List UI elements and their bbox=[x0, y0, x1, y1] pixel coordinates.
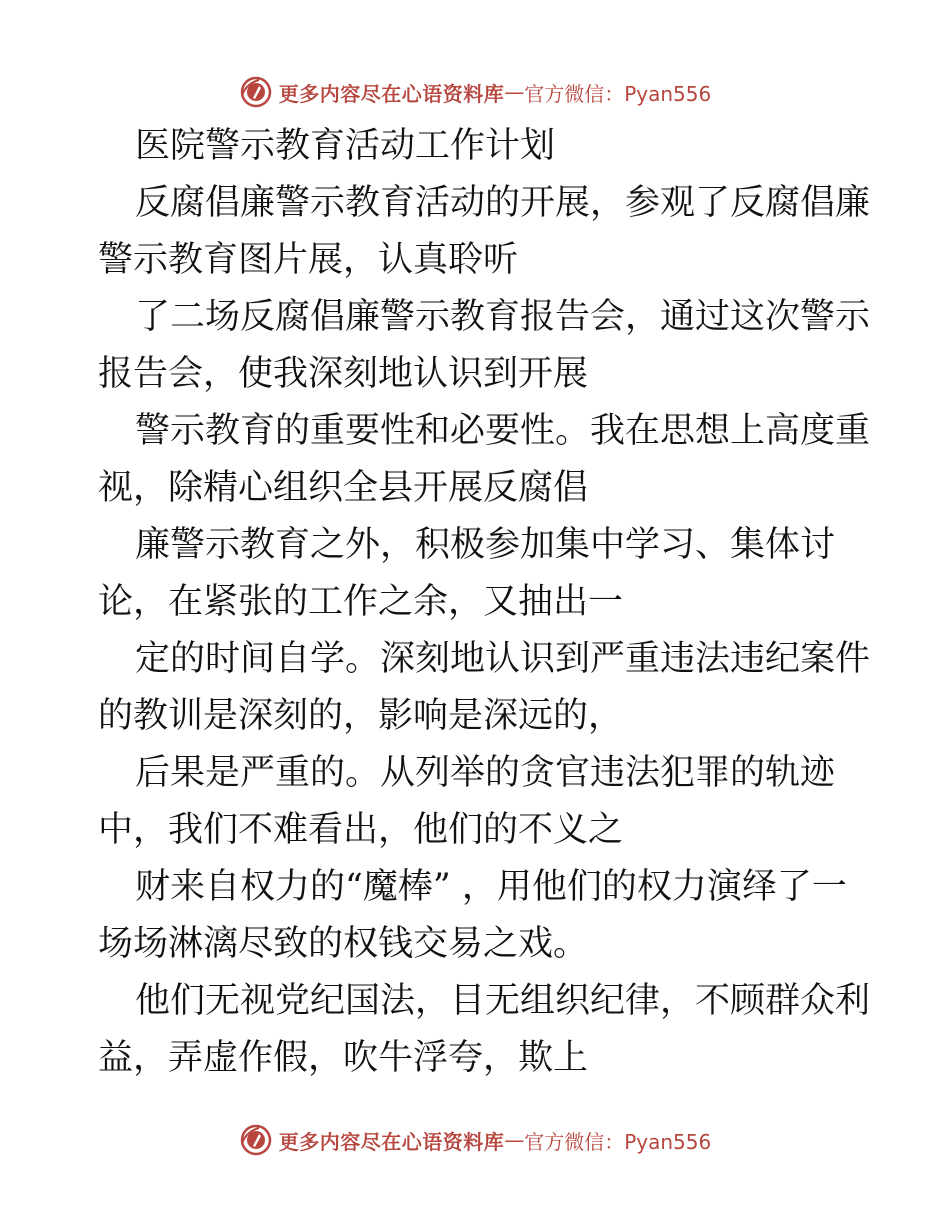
paragraph-line: 视，除精心组织全县开展反腐倡 bbox=[98, 468, 589, 508]
paragraph-line: 了二场反腐倡廉警示教育报告会，通过这次警示 bbox=[135, 297, 871, 337]
paragraph-line: 中，我们不难看出，他们的不义之 bbox=[98, 810, 624, 850]
pen-nib-logo-icon bbox=[239, 75, 273, 109]
pen-nib-logo-icon bbox=[239, 1123, 273, 1157]
document-body bbox=[98, 118, 871, 1087]
banner-dash: — bbox=[504, 80, 525, 104]
paragraph-line: 廉警示教育之外，积极参加集中学习、集体讨 bbox=[135, 525, 836, 565]
paragraph-line: 后果是严重的。从列举的贪官违法犯罪的轨迹 bbox=[135, 753, 836, 793]
paragraph-line: 论，在紧张的工作之余，又抽出一 bbox=[98, 582, 624, 622]
paragraph-line: 定的时间自学。深刻地认识到严重违法违纪案件 bbox=[135, 639, 871, 679]
paragraph-line: 场场淋漓尽致的权钱交易之戏。 bbox=[98, 924, 589, 964]
paragraph-line: 反腐倡廉警示教育活动的开展，参观了反腐倡廉 bbox=[135, 183, 871, 223]
paragraph-line: 报告会，使我深刻地认识到开展 bbox=[98, 354, 589, 394]
paragraph-line: 财来自权力的“魔棒” ，用他们的权力演绎了一 bbox=[135, 867, 847, 907]
paragraph-line: 警示教育图片展，认真聆听 bbox=[98, 240, 519, 280]
banner-main-text: 更多内容尽在心语资料库 bbox=[278, 81, 505, 106]
document-title: 医院警示教育活动工作计划 bbox=[135, 126, 556, 166]
banner-main-text: 更多内容尽在心语资料库 bbox=[278, 1129, 505, 1154]
paragraph-line: 益，弄虚作假，吹牛浮夸，欺上 bbox=[98, 1038, 589, 1078]
header-banner bbox=[0, 72, 950, 112]
banner-wechat-text: 官方微信：Pyan556 bbox=[524, 81, 712, 106]
paragraph-line: 的教训是深刻的，影响是深远的， bbox=[98, 696, 624, 736]
paragraph-line: 他们无视党纪国法，目无组织纪律，不顾群众利 bbox=[135, 981, 871, 1021]
paragraph-line: 警示教育的重要性和必要性。我在思想上高度重 bbox=[135, 411, 871, 451]
banner-wechat-text: 官方微信：Pyan556 bbox=[524, 1129, 712, 1154]
footer-banner bbox=[0, 1120, 950, 1160]
banner-dash: — bbox=[504, 1128, 525, 1152]
